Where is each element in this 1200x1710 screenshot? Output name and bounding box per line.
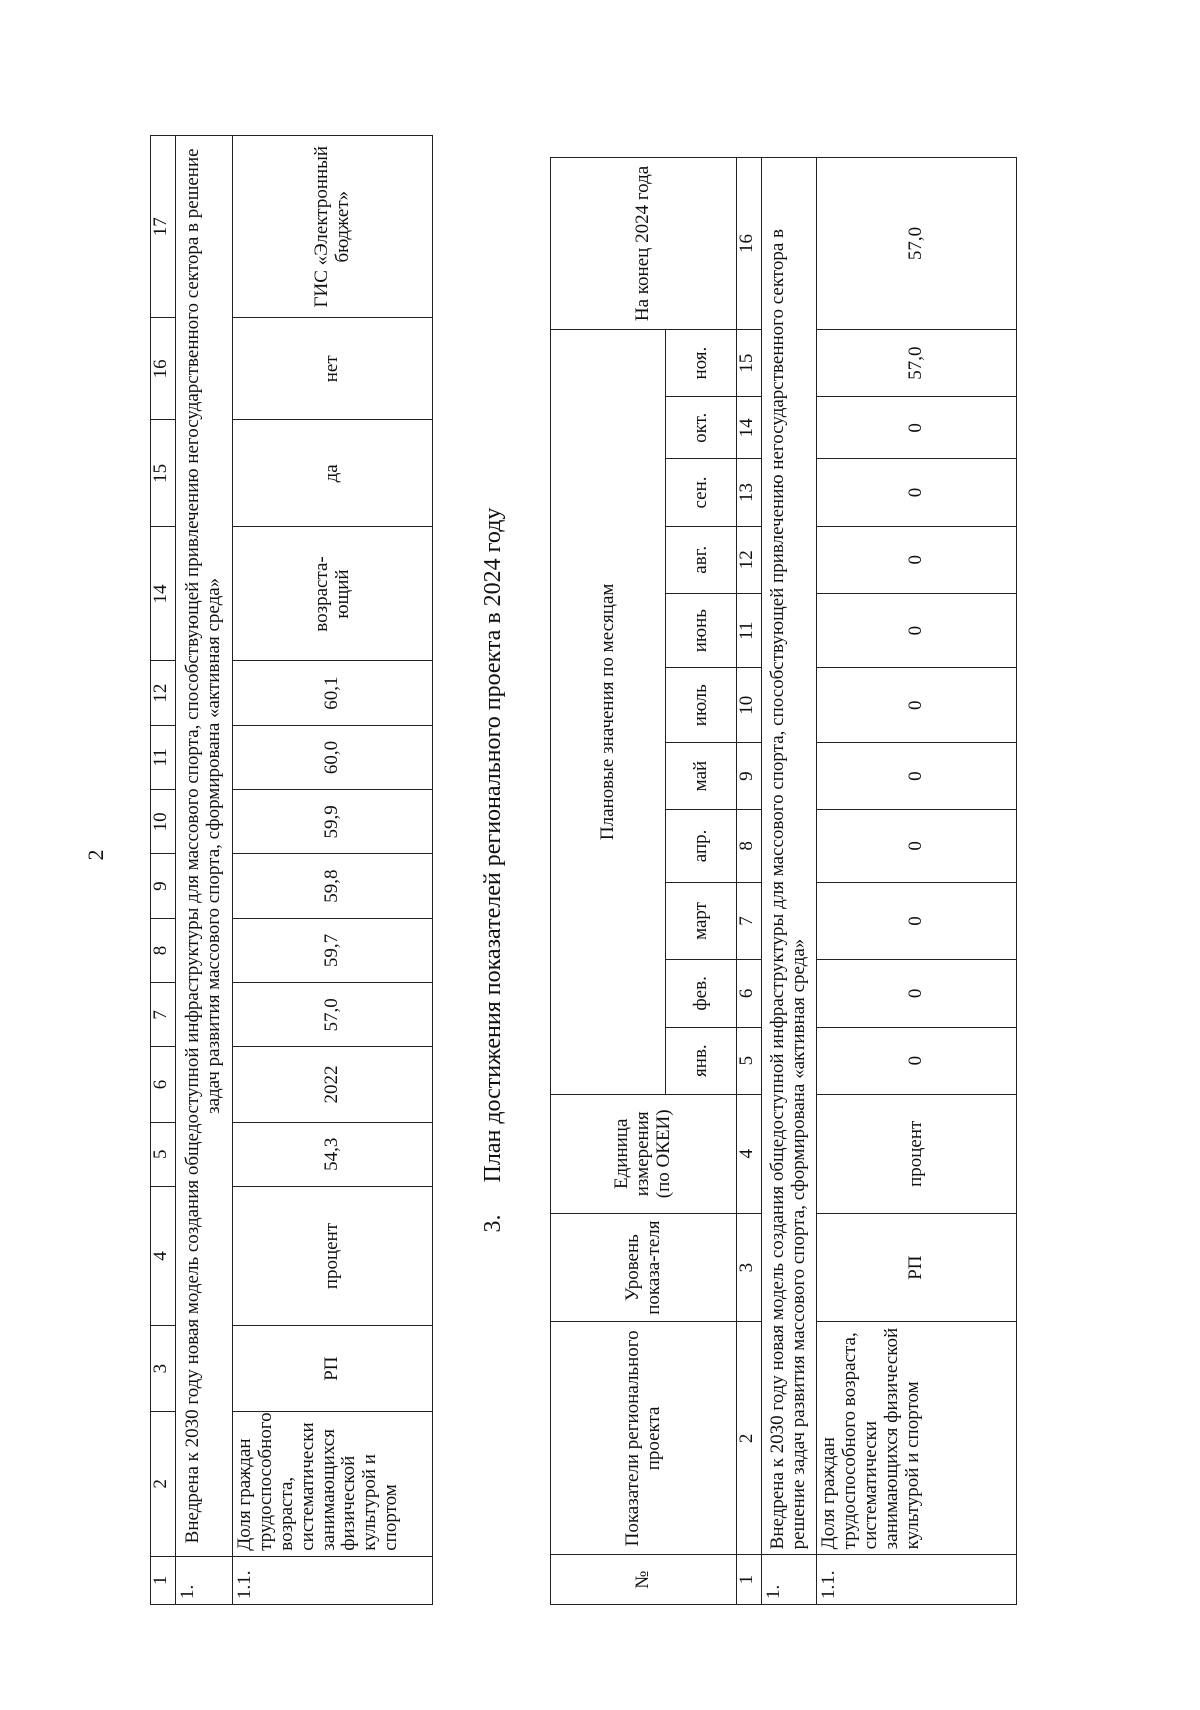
- indicator-name: Доля граждан трудоспособного возраста, систематически занимающихся физической культурой и спортом: [233, 1412, 433, 1557]
- col-number: 3: [151, 1326, 176, 1412]
- value-cell: 59,7: [233, 918, 433, 982]
- month-header: март: [666, 882, 737, 960]
- header-numbers-row: [737, 158, 762, 1605]
- indicators-table: [150, 135, 433, 1605]
- header-indicator: Показатели регионального проекта: [551, 1322, 737, 1555]
- col-number: 9: [151, 854, 176, 918]
- end-of-year-value: 57,0: [817, 158, 1017, 330]
- page-number: 2: [83, 849, 108, 861]
- trend-cell: возраста-ющий: [233, 527, 433, 661]
- indicator-number: 1.1.: [233, 1556, 433, 1604]
- col-number: 14: [151, 527, 176, 661]
- flag-cell: нет: [233, 318, 433, 420]
- header-number: №: [551, 1555, 737, 1605]
- month-header: авг.: [666, 526, 737, 593]
- col-number: 8: [737, 810, 762, 882]
- plan-table: [550, 157, 1017, 1605]
- col-number: 16: [151, 318, 176, 420]
- info-system-cell: ГИС «Электронный бюджет»: [233, 136, 433, 318]
- header-unit: Единица измерения (по ОКЕИ): [551, 1094, 737, 1213]
- month-header: июль: [666, 668, 737, 743]
- col-number: 1: [737, 1555, 762, 1605]
- month-value: 57,0: [817, 329, 1017, 396]
- col-number: 2: [737, 1322, 762, 1555]
- col-number: 9: [737, 742, 762, 809]
- col-number: 2: [151, 1412, 176, 1557]
- base-value: 54,3: [233, 1122, 433, 1186]
- month-header: янв.: [666, 1027, 737, 1094]
- col-number: 17: [151, 136, 176, 318]
- section-heading: [480, 135, 507, 1605]
- col-number: 15: [151, 420, 176, 527]
- header-monthly: Плановые значения по месяцам: [551, 329, 666, 1094]
- col-number: 7: [151, 983, 176, 1047]
- indicator-number: 1.1.: [817, 1555, 1017, 1605]
- col-number: 11: [151, 725, 176, 789]
- section-number: 3.: [480, 1214, 506, 1233]
- header-end-of-year: На конец 2024 года: [551, 158, 737, 330]
- goal-text: Внедрена к 2030 году новая модель создания общедоступной инфраструктуры для массового спорта, способствующей привлечению негосударственного сектора в решение задач развития массового спорта, сформирована «активная среда»: [762, 158, 817, 1555]
- indicator-unit: процент: [817, 1094, 1017, 1213]
- col-number: 12: [737, 526, 762, 593]
- col-number: 6: [151, 1047, 176, 1122]
- indicator-row: [817, 158, 1017, 1605]
- col-number: 5: [737, 1027, 762, 1094]
- month-value: 0: [817, 960, 1017, 1027]
- value-cell: 60,0: [233, 725, 433, 789]
- value-cell: 59,9: [233, 790, 433, 854]
- month-header: июнь: [666, 593, 737, 668]
- month-header: ноя.: [666, 329, 737, 396]
- month-value: 0: [817, 1027, 1017, 1094]
- col-number: 4: [737, 1094, 762, 1213]
- goal-text: Внедрена к 2030 году новая модель создания общедоступной инфраструктуры для массового спорта, способствующей привлечению негосударственного сектора в решение задач развития массового спорта, сформирована «активная среда»: [176, 136, 233, 1557]
- value-cell: 57,0: [233, 983, 433, 1047]
- goal-number: 1.: [762, 1555, 817, 1605]
- month-header: окт.: [666, 397, 737, 459]
- month-value: 0: [817, 882, 1017, 960]
- col-number: 4: [151, 1186, 176, 1325]
- flag-cell: да: [233, 420, 433, 527]
- col-number: 15: [737, 329, 762, 396]
- col-number: 5: [151, 1122, 176, 1186]
- month-header: апр.: [666, 810, 737, 882]
- month-value: 0: [817, 526, 1017, 593]
- col-number: 1: [151, 1556, 176, 1604]
- goal-row: [762, 158, 817, 1605]
- month-value: 0: [817, 668, 1017, 743]
- col-number: 11: [737, 593, 762, 668]
- col-number: 10: [151, 790, 176, 854]
- month-header: май: [666, 742, 737, 809]
- month-header: фев.: [666, 960, 737, 1027]
- section-title: План достижения показателей регионального проекта в 2024 году: [480, 507, 506, 1183]
- col-number: 16: [737, 158, 762, 330]
- col-number: 6: [737, 960, 762, 1027]
- col-number: 7: [737, 882, 762, 960]
- col-number: 12: [151, 661, 176, 725]
- goal-row: [176, 136, 233, 1605]
- indicator-level: РП: [233, 1326, 433, 1412]
- col-number: 8: [151, 918, 176, 982]
- indicator-unit: процент: [233, 1186, 433, 1325]
- month-value: 0: [817, 593, 1017, 668]
- col-number: 14: [737, 397, 762, 459]
- indicator-level: РП: [817, 1213, 1017, 1322]
- month-header: сен.: [666, 459, 737, 526]
- indicator-row: [233, 136, 433, 1605]
- value-cell: 60,1: [233, 661, 433, 725]
- header-level: Уровень показа-теля: [551, 1213, 737, 1322]
- month-value: 0: [817, 742, 1017, 809]
- base-year: 2022: [233, 1047, 433, 1122]
- indicator-name: Доля граждан трудоспособного возраста, систематически занимающихся физической культурой и спортом: [817, 1322, 1017, 1555]
- plan-header-row: [551, 158, 666, 1605]
- rotated-sheet: [150, 125, 1050, 1605]
- header-numbers-row: [151, 136, 176, 1605]
- month-value: 0: [817, 459, 1017, 526]
- col-number: 10: [737, 668, 762, 743]
- col-number: 13: [737, 459, 762, 526]
- col-number: 3: [737, 1213, 762, 1322]
- month-value: 0: [817, 810, 1017, 882]
- goal-number: 1.: [176, 1556, 233, 1604]
- month-value: 0: [817, 397, 1017, 459]
- value-cell: 59,8: [233, 854, 433, 918]
